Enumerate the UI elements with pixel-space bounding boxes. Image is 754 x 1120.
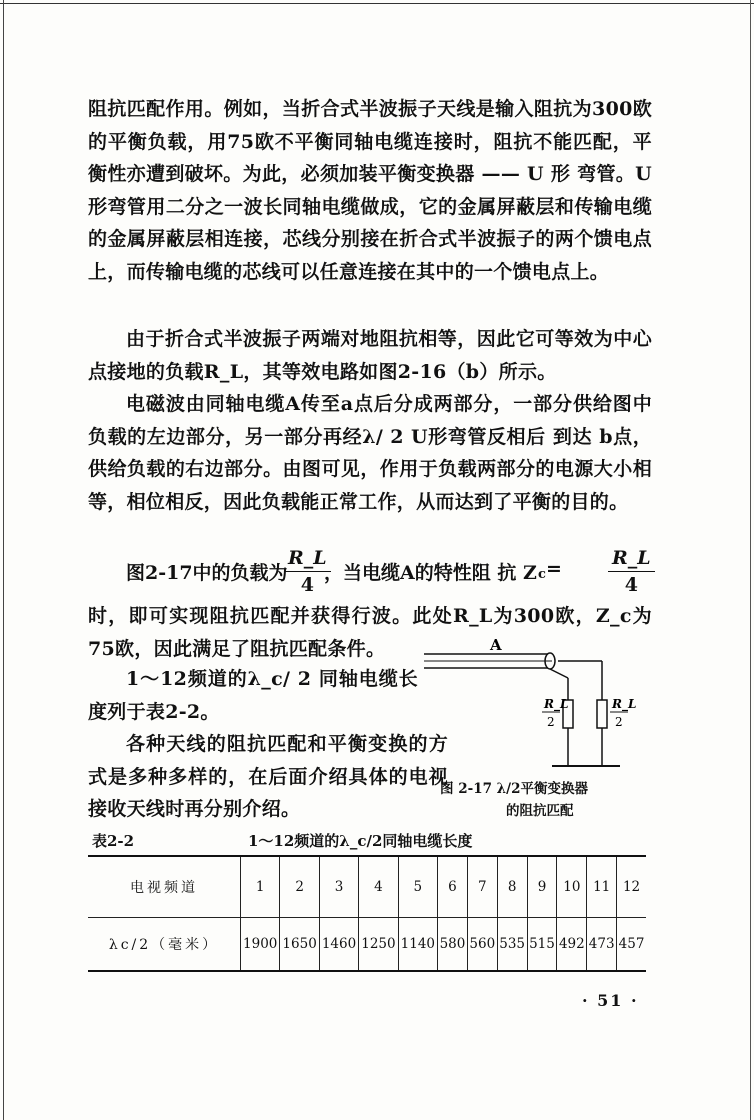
channel-cell: 2 [280, 857, 319, 918]
table-bottom-rule [88, 970, 646, 972]
figure-caption-line1: 图 2-17 λ/2平衡变换器 [440, 781, 588, 797]
length-cell: 515 [527, 918, 557, 971]
paragraph-closing: 各种天线的阻抗匹配和平衡变换的方式是多种多样的，在后面介绍具体的电视接收天线时再分别介绍。 [88, 733, 448, 820]
formula-text-2: ，当电缆A的特性阻 抗 Z [324, 562, 537, 584]
length-cell: 473 [587, 918, 617, 971]
length-cell: 1900 [241, 918, 280, 971]
channel-cell: 9 [527, 857, 557, 918]
channel-cell: 6 [438, 857, 468, 918]
row-header-length: λc/2（毫米） [88, 918, 241, 971]
formula-text-1: 图2-17中的负载为 [126, 562, 288, 584]
length-cell: 1250 [359, 918, 398, 971]
figure-caption [440, 778, 610, 822]
fraction-impedance [608, 545, 655, 598]
paragraph-table-reference: 1～12频道的λ_c/ 2 同轴电缆长度列于表2-2。 [88, 668, 418, 723]
channel-cell: 1 [241, 857, 280, 918]
table-row-channel [88, 857, 646, 918]
right-border [750, 0, 751, 1120]
length-cell: 560 [467, 918, 497, 971]
length-cell: 580 [438, 918, 468, 971]
formula-line [88, 545, 652, 601]
row-header-channel: 电视频道 [88, 857, 241, 918]
page-number: · 51 · [582, 991, 639, 1010]
table-caption-label: 表2-2 [92, 832, 135, 850]
wire-left-link [550, 669, 568, 678]
table-grid [88, 857, 646, 970]
cable-length-table [88, 855, 646, 972]
channel-cell: 5 [398, 857, 437, 918]
length-cell: 1140 [398, 918, 437, 971]
left-border [3, 0, 4, 1120]
formula-subscript-c: c [538, 567, 546, 582]
paragraph-balun-intro: 阻抗匹配作用。例如，当折合式半波振子天线是输入阻抗为300欧的平衡负载，用75欧不平衡同轴电缆连接时，阻抗不能匹配，平衡性亦遭到破坏。为此，必须加装平衡变换器 —— U 形 弯管。U形弯管用二分之一波长同轴电缆做成，它的金属屏蔽层和传输电缆的金属屏蔽层相连接，芯线分别接在折合式半波振子的两个馈电点上，而传输电缆的芯线可以任意连接在其中的一个馈电点上。 [88, 98, 652, 283]
channel-cell: 3 [319, 857, 358, 918]
paragraph-matching-result: 时，即可实现阻抗匹配并获得行波。此处R_L为300欧，Z_c为75欧，因此满足了阻抗匹配条件。 [88, 605, 652, 660]
channel-cell: 7 [467, 857, 497, 918]
formula-equals: = [546, 558, 562, 580]
channel-cell: 11 [587, 857, 617, 918]
paragraph-equivalent-load: 由于折合式半波振子两端对地阻抗相等，因此它可等效为中心点接地的负载R_L，其等效电路如图2-16（b）所示。 [88, 328, 652, 383]
channel-cell: 8 [497, 857, 527, 918]
fraction-impedance-numerator: R_L [608, 545, 655, 572]
top-border [0, 3, 754, 4]
length-cell: 535 [497, 918, 527, 971]
load-label-right-den: 2 [615, 715, 623, 729]
length-cell: 1650 [280, 918, 319, 971]
channel-cell: 10 [557, 857, 587, 918]
load-label-right-num: R_L [612, 697, 637, 711]
length-cell: 457 [618, 936, 645, 952]
fraction-load-denominator: 4 [300, 574, 314, 596]
resistor-right [597, 700, 607, 728]
figure-caption-line2: 的阻抗匹配 [506, 803, 574, 819]
length-cell: 492 [557, 918, 587, 971]
load-label-left-num: R_L [544, 697, 569, 711]
table-caption-title: 1～12频道的λ_c/2同轴电缆长度 [248, 832, 473, 850]
length-cell: 1460 [319, 918, 358, 971]
channel-cell: 4 [359, 857, 398, 918]
cable-label: A [490, 638, 502, 654]
table-row-length [88, 918, 646, 971]
load-label-left-den: 2 [547, 715, 555, 729]
paragraph-signal-split: 电磁波由同轴电缆A传至a点后分成两部分，一部分供给图中负载的左边部分，另一部分再经λ/ 2 U形弯管反相后 到达 b点，供给负载的右边部分。由图可见，作用于负载两部分的电源大小相等，相位相反，因此负载能正常工作，从而达到了平衡的目的。 [88, 393, 652, 513]
fraction-load-numerator: R_L [284, 545, 331, 572]
fraction-impedance-denominator: 4 [624, 574, 638, 596]
channel-cell: 12 [617, 857, 646, 918]
